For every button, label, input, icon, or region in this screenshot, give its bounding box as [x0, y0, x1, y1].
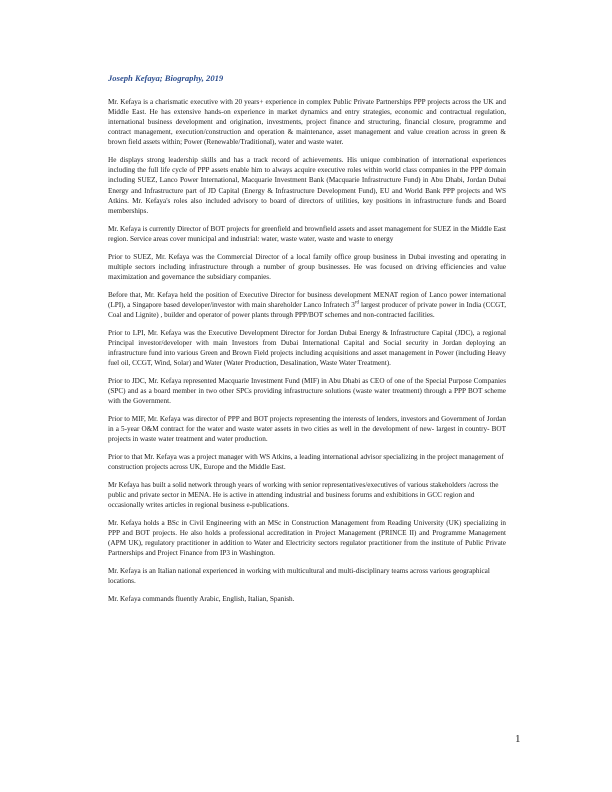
paragraph-languages: Mr. Kefaya commands fluently Arabic, English, Italian, Spanish. [108, 595, 295, 604]
paragraph-nationality: Mr. Kefaya is an Italian national experienced in working with multicultural and multi-disciplinary teams across various geographical locations. [108, 567, 490, 586]
paragraph-ppp-jordan: Prior to MIF, Mr. Kefaya was director of PPP and BOT projects representing the interests of lenders, investors and Government of Jordan in a 5-year O&M contract for the water and waste water assets in two cities as well in the development of new- largest in country- BOT projects in waste water treatment and water production. [108, 415, 506, 444]
paragraph-education: Mr. Kefaya holds a BSc in Civil Engineering with an MSc in Construction Management from Reading University (UK) specializing in PPP and BOT projects. He also holds a professional accreditation in Project Management (PRINCE II) and Programme Management (APM UK), regulatory practitioner in addition to Water and Electricity sectors regulator practitioner from the institute of Public Private Partnerships and Project Finance from IP3 in Washington. [108, 519, 506, 558]
ordinal-superscript: rd [354, 300, 360, 306]
paragraph-jdc: Prior to LPI, Mr. Kefaya was the Executive Development Director for Jordan Dubai Energy & Infrastructure Capital (JDC), a regional Principal investor/developer with main Investors from Dubai International Capital and Social security in Jordan deploying an infrastructure fund into various Green and Brown Field projects including acquisitions and asset management in Power (including Heavy fuel oil, CCGT, Wind, Solar) and Water (Water Production, Desalination, Waste Water Treatment). [108, 328, 506, 368]
paragraph-network: Mr Kefaya has built a solid network through years of working with senior representatives/executives of various stakeholders /across the public and private sector in MENA. He is active in attending industrial and business forums and exhibitions in GCC region and occasionally writes articles in regional business e-publications. [108, 481, 499, 510]
paragraph-lanco-text: Before that, Mr. Kefaya held the position of Executive Director for business development MENAT region of Lanco power international (LPI), a Singapore based developer/investor with main shareholder Lanco Infratech 3 [108, 290, 506, 309]
paragraph-macquarie: Prior to JDC, Mr. Kefaya represented Macquarie Investment Fund (MIF) in Abu Dhabi as CEO of one of the Special Purpose Companies (SPC) and as a board member in two other SPCs providing infrastructure solutions (waste water treatment) through a PPP BOT scheme with the Government. [108, 376, 506, 406]
paragraph-intro: Mr. Kefaya is a charismatic executive with 20 years+ experience in complex Public Private Partnerships PPP projects across the UK and Middle East. He has extensive hands-on experience in market dynamics and entry strategies, economic and contractual regulation, international business development and origination, investments, project finance and structuring, financial closure, programme and contract management, execution/construction and operation & maintenance, asset management and value creation across in green & brown field assets within; Power (Renewable/Traditional), water and waste water. [108, 98, 506, 147]
paragraph-family-office: Prior to SUEZ, Mr. Kefaya was the Commercial Director of a local family office group business in Dubai investing and operating in multiple sectors including infrastructure through a number of group businesses. He was focused on driving efficiencies and value maximization and governance the subsidiary companies. [108, 252, 506, 281]
document-body [108, 97, 506, 612]
paragraph-suez-current: Mr. Kefaya is currently Director of BOT projects for greenfield and brownfield assets and asset management for SUEZ in the Middle East region. Service areas cover municipal and industrial: water, waste water, waste and waste to energy [108, 224, 506, 243]
page-number: 1 [515, 733, 521, 745]
paragraph-leadership: He displays strong leadership skills and has a track record of achievements. His unique combination of international experiences including the full life cycle of PPP assets enable him to always acquire executive roles within world class companies in the PPP domain including SUEZ, Lanco Power International, Macquarie Investment Bank (Macquarie Infrastructure Fund) in Abu Dhabi, Jordan Dubai Energy and Infrastructure part of JD Capital (Energy & Infrastructure Development Fund), EU and World Bank PPP projects and WS Atkins. Mr. Kefaya's roles also included advisory to board of directors of utilities, key positions in infrastructure funds and Board memberships. [108, 156, 506, 215]
document-title: Joseph Kefaya; Biography, 2019 [108, 73, 224, 83]
paragraph-lanco-text-cont: largest producer of private power in India (CCGT, Coal and Lignite) , builder and operator of power plants through PPP/BOT schemes and non-contracted facilities. [108, 300, 507, 319]
paragraph-lanco [108, 290, 506, 320]
paragraph-ws-atkins: Prior to that Mr. Kefaya was a project manager with WS Atkins, a leading international advisor specializing in the project management of construction projects across UK, Europe and the Middle East. [108, 453, 504, 472]
